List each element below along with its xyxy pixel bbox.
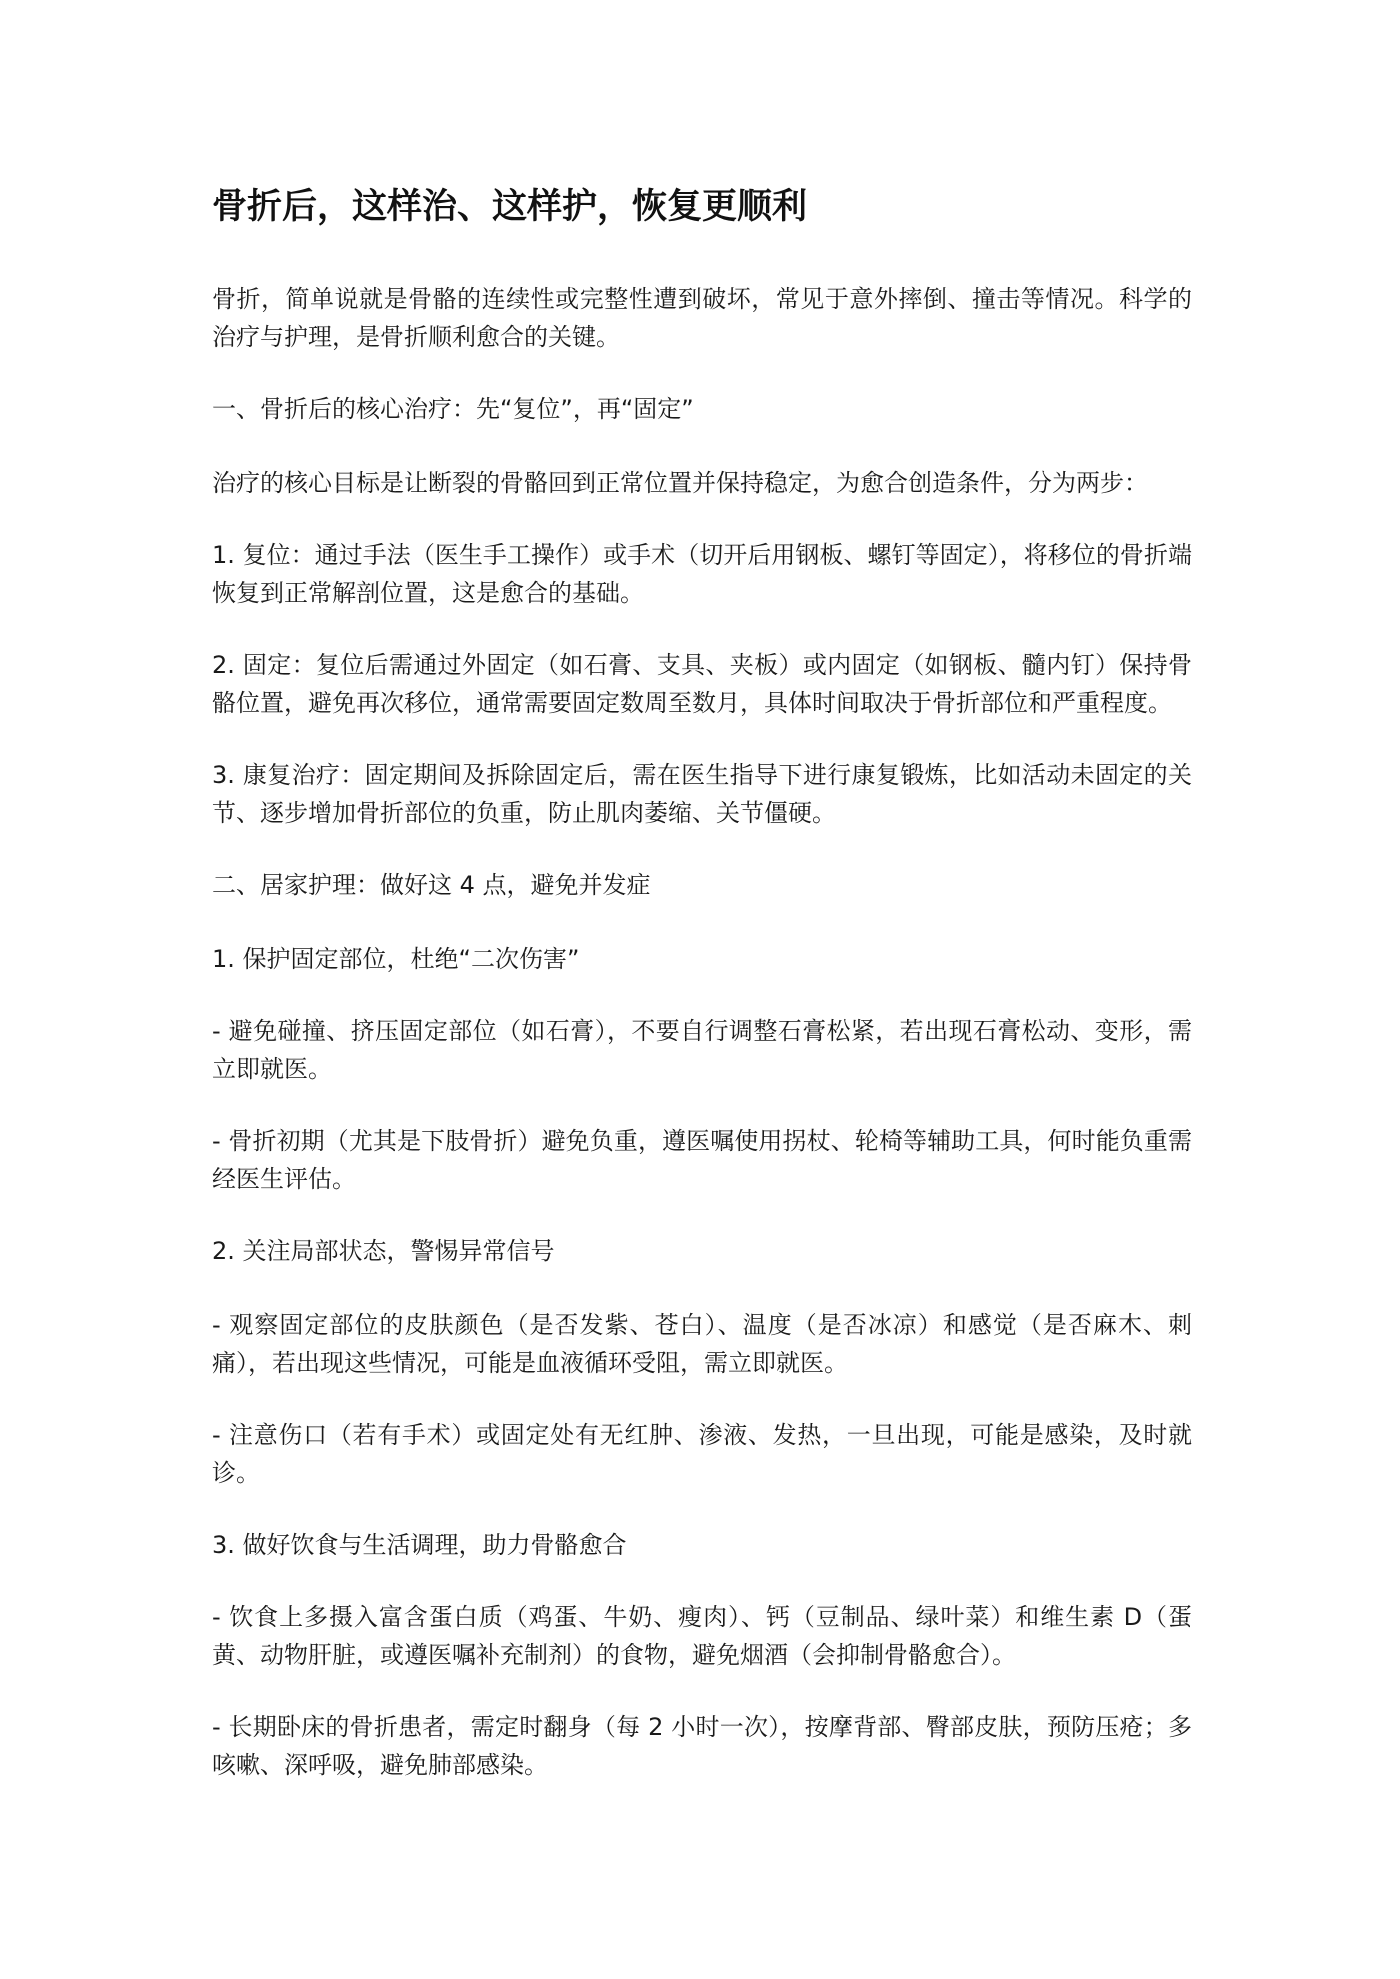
list-item: - 观察固定部位的皮肤颜色（是否发紫、苍白）、温度（是否冰凉）和感觉（是否麻木、刺痛），若出现这些情况，可能是血液循环受阻，需立即就医。 bbox=[212, 1311, 1192, 1377]
list-item: - 骨折初期（尤其是下肢骨折）避免负重，遵医嘱使用拐杖、轮椅等辅助工具，何时能负重需经医生评估。 bbox=[212, 1127, 1192, 1193]
list-item: - 注意伤口（若有手术）或固定处有无红肿、渗液、发热，一旦出现，可能是感染，及时就诊。 bbox=[212, 1421, 1192, 1487]
list-item: - 饮食上多摄入富含蛋白质（鸡蛋、牛奶、瘦肉）、钙（豆制品、绿叶菜）和维生素 D（蛋黄、动物肝脏，或遵医嘱补充制剂）的食物，避免烟酒（会抑制骨骼愈合）。 bbox=[212, 1603, 1192, 1669]
treatment-step-reduction: 1. 复位：通过手法（医生手工操作）或手术（切开后用钢板、螺钉等固定），将移位的骨折端恢复到正常解剖位置，这是愈合的基础。 bbox=[212, 541, 1192, 607]
section-1-lead: 治疗的核心目标是让断裂的骨骼回到正常位置并保持稳定，为愈合创造条件，分为两步： bbox=[212, 469, 1148, 497]
page-title: 骨折后，这样治、这样护，恢复更顺利 bbox=[212, 187, 808, 227]
subsection-1-heading: 1. 保护固定部位，杜绝“二次伤害” bbox=[212, 945, 580, 973]
treatment-step-fixation: 2. 固定：复位后需通过外固定（如石膏、支具、夹板）或内固定（如钢板、髓内钉）保持骨骼位置，避免再次移位，通常需要固定数周至数月，具体时间取决于骨折部位和严重程度。 bbox=[212, 651, 1192, 717]
intro-paragraph: 骨折，简单说就是骨骼的连续性或完整性遭到破坏，常见于意外摔倒、撞击等情况。科学的治疗与护理，是骨折顺利愈合的关键。 bbox=[212, 285, 1192, 351]
section-1-heading: 一、骨折后的核心治疗：先“复位”，再“固定” bbox=[212, 395, 694, 423]
treatment-step-rehab: 3. 康复治疗：固定期间及拆除固定后，需在医生指导下进行康复锻炼，比如活动未固定的关节、逐步增加骨折部位的负重，防止肌肉萎缩、关节僵硬。 bbox=[212, 761, 1192, 827]
list-item: - 长期卧床的骨折患者，需定时翻身（每 2 小时一次），按摩背部、臀部皮肤，预防压疮；多咳嗽、深呼吸，避免肺部感染。 bbox=[212, 1713, 1192, 1779]
list-item: - 避免碰撞、挤压固定部位（如石膏），不要自行调整石膏松紧，若出现石膏松动、变形，需立即就医。 bbox=[212, 1017, 1192, 1083]
subsection-3-heading: 3. 做好饮食与生活调理，助力骨骼愈合 bbox=[212, 1531, 627, 1559]
subsection-2-heading: 2. 关注局部状态，警惕异常信号 bbox=[212, 1237, 555, 1265]
section-2-heading: 二、居家护理：做好这 4 点，避免并发症 bbox=[212, 871, 651, 899]
